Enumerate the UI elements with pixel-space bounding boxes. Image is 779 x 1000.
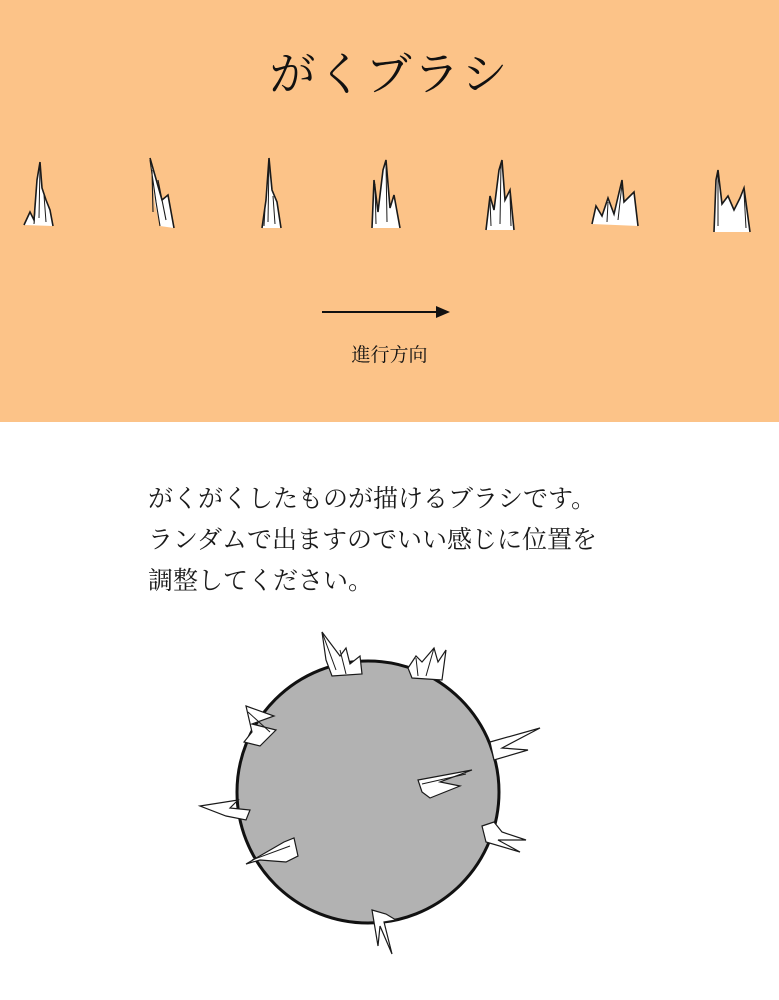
- brush-stroke-sample: [490, 728, 540, 760]
- brush-stroke-sample: [482, 822, 526, 852]
- brush-stroke-sample: [24, 162, 53, 226]
- description-line: 調整してください。: [148, 566, 374, 595]
- example-circle: [237, 661, 499, 923]
- description-text: [148, 478, 708, 601]
- brush-stroke-sample: [486, 160, 514, 230]
- brush-stroke-sample: [714, 170, 750, 232]
- brush-stroke-sample: [262, 158, 281, 228]
- page-title: がくブラシ: [269, 47, 510, 101]
- description-line: ランダムで出ますのでいい感じに位置を: [148, 525, 598, 554]
- brush-preview-panel: [0, 0, 779, 422]
- direction-arrow-icon: [318, 298, 458, 326]
- brush-stroke-samples: [0, 140, 779, 250]
- description-line: がくがくしたものが描けるブラシです。: [148, 484, 597, 513]
- brush-usage-example: [190, 620, 570, 970]
- brush-stroke-sample: [592, 180, 638, 226]
- direction-label: 進行方向: [351, 344, 428, 366]
- brush-stroke-sample: [408, 648, 446, 680]
- brush-stroke-sample: [372, 160, 400, 228]
- brush-stroke-sample: [150, 158, 174, 228]
